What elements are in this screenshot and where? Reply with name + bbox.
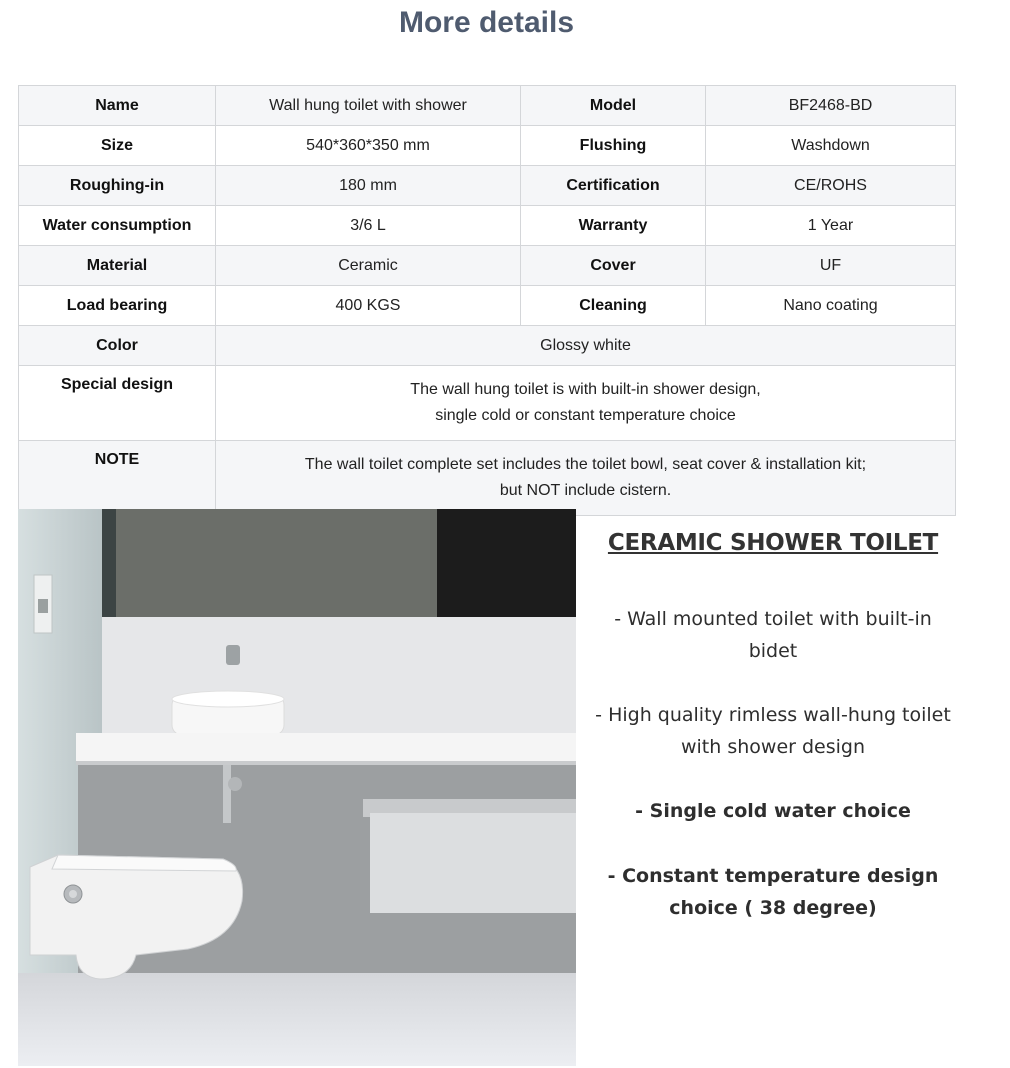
spec-value: 540*360*350 mm	[216, 126, 521, 166]
spec-value: Wall hung toilet with shower	[216, 86, 521, 126]
spec-label: Material	[19, 246, 216, 286]
table-row	[19, 206, 956, 246]
spec-value-line: single cold or constant temperature choice	[435, 407, 736, 424]
spec-label: Warranty	[521, 206, 706, 246]
table-row	[19, 126, 956, 166]
spec-value-line: The wall hung toilet is with built-in shower design,	[410, 381, 761, 398]
spec-label: Flushing	[521, 126, 706, 166]
spec-label: Water consumption	[19, 206, 216, 246]
spec-value: 1 Year	[706, 206, 956, 246]
spec-label: Size	[19, 126, 216, 166]
spec-value: Glossy white	[216, 326, 956, 366]
spec-label: Name	[19, 86, 216, 126]
spec-value: UF	[706, 246, 956, 286]
table-row	[19, 366, 956, 441]
spec-table	[18, 85, 956, 516]
spec-label: Model	[521, 86, 706, 126]
product-photo	[18, 509, 576, 1066]
spec-value	[216, 366, 956, 441]
table-row	[19, 286, 956, 326]
spec-label: Cleaning	[521, 286, 706, 326]
spec-label: Load bearing	[19, 286, 216, 326]
product-description	[590, 530, 956, 924]
spec-value: BF2468-BD	[706, 86, 956, 126]
spec-value: Nano coating	[706, 286, 956, 326]
table-row	[19, 166, 956, 206]
spec-label: NOTE	[19, 441, 216, 516]
table-row	[19, 246, 956, 286]
spec-label: Special design	[19, 366, 216, 441]
spec-value-line: The wall toilet complete set includes the toilet bowl, seat cover & installation kit;	[304, 456, 867, 473]
bathroom-illustration	[18, 509, 576, 1066]
spec-value	[216, 441, 956, 516]
feature-item: - Single cold water choice	[635, 800, 911, 822]
spec-label: Roughing-in	[19, 166, 216, 206]
product-heading: CERAMIC SHOWER TOILET	[607, 530, 939, 556]
spec-value: Ceramic	[216, 246, 521, 286]
spec-value-line: but NOT include cistern.	[499, 482, 672, 499]
spec-value: CE/ROHS	[706, 166, 956, 206]
feature-item: - Constant temperature design choice ( 38 degree)	[607, 865, 939, 919]
spec-value: 400 KGS	[216, 286, 521, 326]
table-row	[19, 441, 956, 516]
feature-item: - Wall mounted toilet with built-in bidet	[614, 608, 932, 662]
spec-value: Washdown	[706, 126, 956, 166]
spec-label: Color	[19, 326, 216, 366]
table-row	[19, 326, 956, 366]
table-row	[19, 86, 956, 126]
spec-value: 180 mm	[216, 166, 521, 206]
feature-item: - High quality rimless wall-hung toilet with shower design	[595, 704, 951, 758]
page-title: More details	[398, 6, 575, 39]
spec-label: Certification	[521, 166, 706, 206]
spec-value: 3/6 L	[216, 206, 521, 246]
spec-label: Cover	[521, 246, 706, 286]
